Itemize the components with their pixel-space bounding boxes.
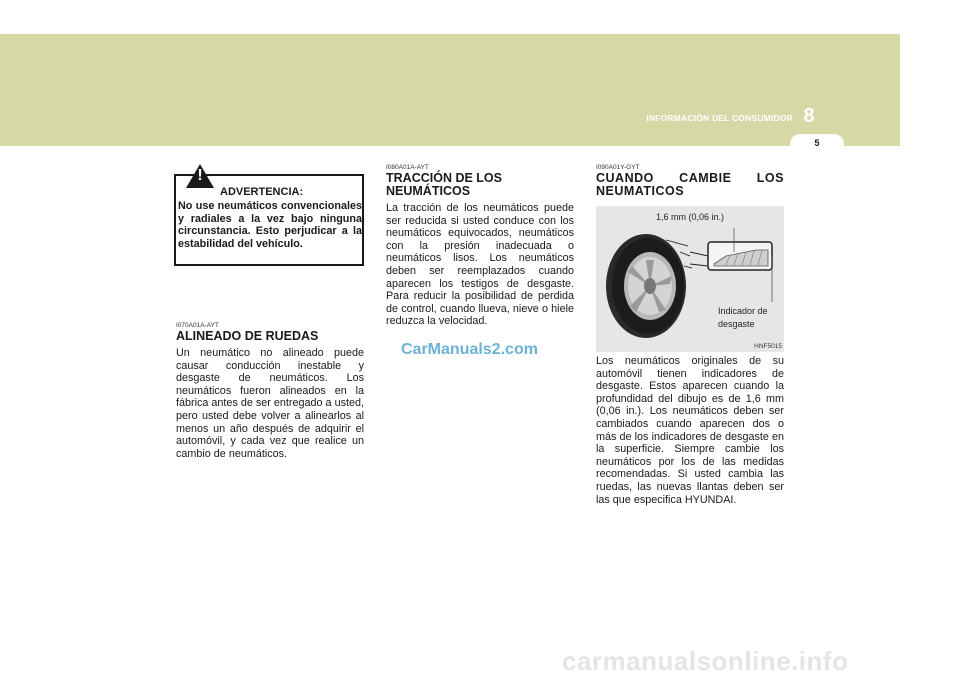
section-title: TRACCIÓN DE LOS NEUMÁTICOS [386, 171, 502, 198]
section-replace-header [596, 164, 784, 198]
section-code: I090A01Y-GYT [596, 164, 640, 171]
indicator-label-line2: desgaste [718, 319, 755, 329]
header-right-margin [900, 0, 960, 146]
tire-wear-figure [596, 206, 784, 352]
warning-title: ADVERTENCIA: [220, 186, 304, 198]
footer-watermark: carmanualsonline.info [562, 646, 849, 676]
section-code: I080A01A-AYT [386, 164, 429, 171]
section-alignment [176, 322, 364, 460]
section-title: CUANDO CAMBIE LOS NEUMATICOS [596, 171, 784, 198]
warning-box [174, 167, 364, 266]
warning-text: No use neumáticos convencionales y radiales a la vez bajo ninguna circunstancia. Esto perjudicar a la estabilidad del vehículo. [178, 200, 362, 250]
section-body: Un neumático no alineado puede causar conducción inestable y desgaste de neumáticos. Los neumáticos fueron alineados en la fábrica antes de ser entregado a usted, pero usted debe volver a alinearlos al menos un año después de adquirir el automóvil, y cada vez que realice un cambio de neumáticos. [176, 347, 364, 460]
section-traction [386, 164, 574, 328]
page-number: 5 [814, 138, 820, 148]
exclamation-mark-icon: ! [197, 167, 203, 184]
site-watermark: CarManuals2.com [401, 341, 538, 358]
section-replace-body [596, 351, 784, 506]
header-top-margin [0, 0, 960, 34]
chapter-number: 8 [803, 105, 815, 127]
section-title: ALINEADO DE RUEDAS [176, 329, 319, 343]
section-code: I070A01A-AYT [176, 322, 219, 329]
tire-illustration [596, 206, 784, 352]
chapter-title: INFORMACIÓN DEL CONSUMIDOR [646, 113, 793, 123]
section-body: Los neumáticos originales de su automóvil tienen indicadores de desgaste. Estos aparecen cuando la profundidad del dibujo es de 1,6 mm (0,06 in.). Los neumáticos deben ser cambiados cuando aparecen dos o más de los indicadores de desgaste en la superficie. Siempre cambie los neumáticos por los de las medidas recomendadas. Si usted cambia las ruedas, las nuevas llantas deben ser las que especifica HYUNDAI. [596, 355, 784, 506]
depth-label: 1,6 mm (0,06 in.) [656, 212, 725, 222]
section-body: La tracción de los neumáticos puede ser reducida si usted conduce con los neumáticos equivocados, neumáticos con la presión inadecuada o neumáticos lisos. Los neumáticos deben ser reemplazados cuando aparecen los testigos de desgaste. Para reducir la posibilidad de perdida de control, cuando llueva, nieve o hiele reduzca la velocidad. [386, 202, 574, 328]
figure-code: HNF5015 [754, 343, 782, 350]
indicator-label-line1: Indicador de [718, 306, 768, 316]
